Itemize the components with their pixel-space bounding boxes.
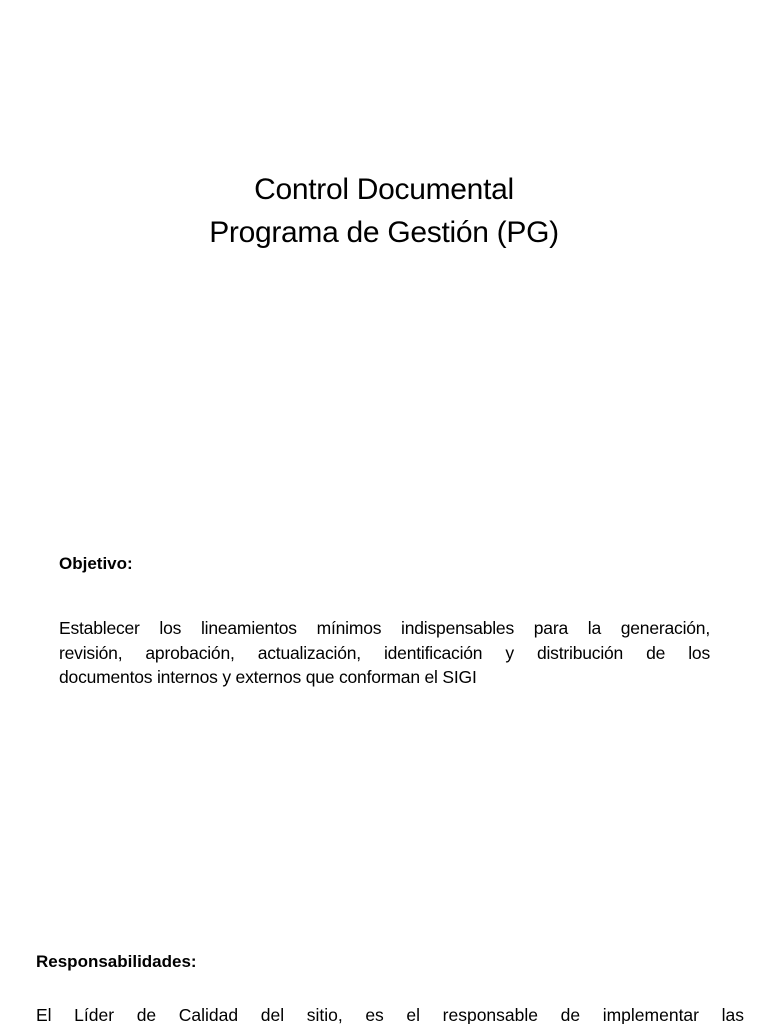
- objective-heading: Objetivo:: [59, 554, 133, 573]
- objective-line-3: documentos internos y externos que conforman el SIGI: [59, 667, 477, 687]
- objective-paragraph: [59, 616, 710, 690]
- responsibilities-heading: Responsabilidades:: [36, 952, 197, 971]
- document-title: [0, 168, 768, 254]
- objective-line-1: Establecer los lineamientos mínimos indispensables para la generación,: [59, 618, 710, 638]
- title-line-1: Control Documental: [254, 173, 514, 206]
- objective-line-2: revisión, aprobación, actualización, identificación y distribución de los: [59, 642, 710, 663]
- title-line-2: Programa de Gestión (PG): [209, 216, 559, 249]
- responsibilities-paragraph: El Líder de Calidad del sitio, es el responsable de implementar las: [36, 1005, 744, 1024]
